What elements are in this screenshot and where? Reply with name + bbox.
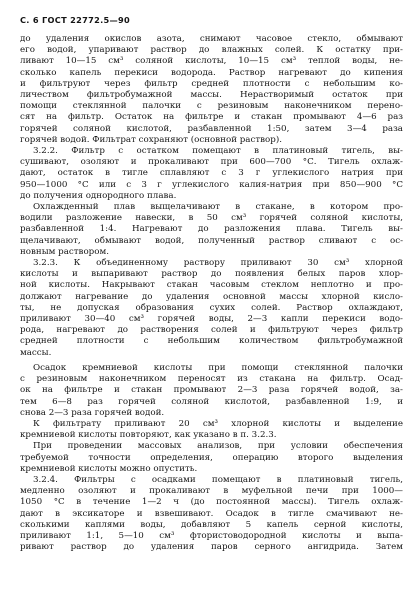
paragraph-p6 xyxy=(20,419,403,441)
page-header xyxy=(20,15,130,25)
text-line: ной кислоты. Накрывают стакан часовым стеклом неплотно и про- xyxy=(20,280,403,291)
text-line: Охлажденный плав выщелачивают в стакане, в котором про- xyxy=(33,202,403,213)
text-line: 950—1000 °С или с 3 г углекислого калия-натрия при 850—900 °С xyxy=(20,179,403,190)
text-line: Осадок кремниевой кислоты при помощи стеклянной палочки xyxy=(33,362,403,373)
paragraph-p2 xyxy=(20,146,403,202)
text-line: 1050 °С в течение 1—2 ч (до постоянной массы). Тигель охлаж- xyxy=(20,497,403,508)
text-line: горячей водой. Фильтрат сохраняют (основной раствор). xyxy=(20,134,282,145)
text-line: новным раствором. xyxy=(20,246,109,257)
text-line: дают, остаток в тигле сплавляют с 3 г углекислого натрия при xyxy=(20,168,403,179)
text-line: его водой, упаривают раствор до влажных солей. К остатку при- xyxy=(20,45,403,56)
text-line: кремниевой кислоты повторяют, как указано в п. 3.2.3. xyxy=(20,430,277,441)
text-line: требуемой точности определения, операцию второго выделения xyxy=(20,452,403,463)
text-line: ок на фильтре и стакан промывают 2—3 раза горячей водой, за- xyxy=(20,385,403,396)
text-line: 3.2.2. Фильтр с остатком помещают в платиновый тигель, вы- xyxy=(33,146,403,157)
text-line: личеством фильтробумажной массы. Нерастворимый остаток при xyxy=(20,90,403,101)
text-line: кислоты и выпаривают раствор до появления белых паров хлор- xyxy=(20,269,403,280)
paragraph-p3 xyxy=(20,202,403,258)
text-line: горячей соляной кислотой, разбавленной 1:50, затем 3—4 раза xyxy=(20,123,403,134)
paragraph-p7 xyxy=(20,441,403,475)
text-line: рода, нагревают до растворения солей и фильтруют через фильтр xyxy=(20,325,403,336)
text-line: средней плотности с небольшим количеством фильтробумажной xyxy=(20,336,403,347)
paragraph-p1 xyxy=(20,34,403,146)
text-line: помощи стеклянной палочки с резиновым наконечником перено- xyxy=(20,101,403,112)
paragraph-p8 xyxy=(20,475,403,553)
text-line: массы. xyxy=(20,347,52,358)
text-line: медленно озоляют и прокаливают в муфельной печи при 1000— xyxy=(20,486,403,497)
paragraph-p4 xyxy=(20,258,403,359)
text-line: ливают 10—15 см³ соляной кислоты, 10—15 см³ теплой воды, не- xyxy=(20,56,403,67)
text-line: ты, не допуская образования сухих солей. Раствор охлаждают, xyxy=(20,302,403,313)
text-line: сколькими каплями воды, добавляют 5 капель серной кислоты, xyxy=(20,519,403,530)
text-line: сушивают, озоляют и прокаливают при 600—700 °С. Тигель охлаж- xyxy=(20,157,403,168)
document-body xyxy=(20,34,403,553)
text-line: К фильтрату приливают 20 см³ хлорной кислоты и выделение xyxy=(33,418,403,429)
text-line: 3.2.4. Фильтры с осадками помещают в платиновый тигель, xyxy=(33,474,403,485)
text-line: и фильтруют через фильтр средней плотности с небольшим ко- xyxy=(20,78,403,89)
text-line: кремниевой кислоты можно опустить. xyxy=(20,463,198,474)
text-line: должают нагревание до удаления основной массы хлорной кисло- xyxy=(20,291,403,302)
text-line: тем 6—8 раз горячей соляной кислотой, разбавленной 1:9, и xyxy=(20,396,403,407)
text-line: с резиновым наконечником переносят из стакана на фильтр. Осад- xyxy=(20,374,403,385)
text-line: приливают 1:1, 5—10 см³ фтористоводородной кислоты и выпа- xyxy=(20,530,403,541)
page-number: С. 6 xyxy=(20,15,39,25)
text-line: сколько капель перекиси водорода. Раствор нагревают до кипения xyxy=(20,67,403,78)
text-line: 3.2.3. К объединенному раствору приливают 30 см³ хлорной xyxy=(33,258,403,269)
text-line: ривают раствор до удаления паров серного ангидрида. Затем xyxy=(20,542,403,553)
text-line: разбавленной 1:4. Нагревают до разложения плава. Тигель вы- xyxy=(20,224,403,235)
standard-code: ГОСТ 22772.5—90 xyxy=(42,15,131,25)
text-line: до получения однородного плава. xyxy=(20,190,177,201)
text-line: При проведении массовых анализов, при условии обеспечения xyxy=(33,441,403,452)
text-line: приливают 30—40 см³ горячей воды, 2—3 капли перекиси водо- xyxy=(20,314,403,325)
text-line: до удаления окислов азота, снимают часовое стекло, обмывают xyxy=(20,34,403,44)
text-line: снова 2—3 раза горячей водой. xyxy=(20,407,165,418)
text-line: щелачивают, обмывают водой, полученный раствор сливают с ос- xyxy=(20,235,403,246)
text-line: дают в эксикаторе и взвешивают. Осадок в тигле смачивают не- xyxy=(20,508,403,519)
paragraph-p5 xyxy=(20,363,403,419)
text-line: водили разложение навески, в 50 см³ горячей соляной кислоты, xyxy=(20,213,403,224)
text-line: сят на фильтр. Остаток на фильтре и стакан промывают 4—6 раз xyxy=(20,112,403,123)
